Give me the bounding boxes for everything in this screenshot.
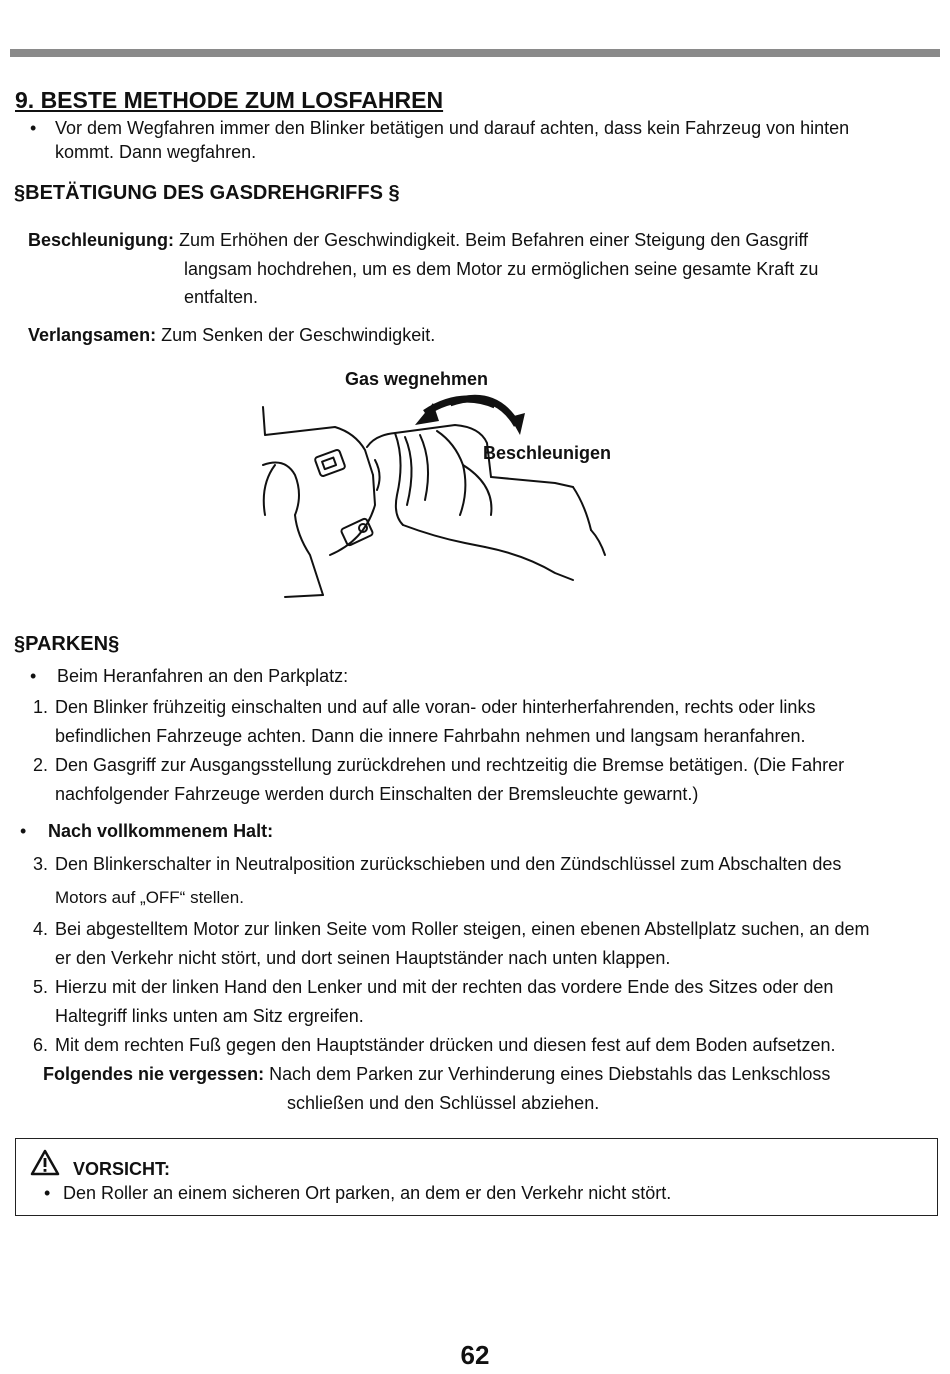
bullet-dot: • [30, 666, 37, 686]
step-2-line1: Den Gasgriff zur Ausgangsstellung zurückdrehen und rechtzeitig die Bremse betätigen. (Die Fahrer [55, 755, 845, 775]
bullet-dot: • [30, 118, 37, 138]
caution-title: VORSICHT: [73, 1159, 171, 1179]
section-9-heading: 9. BESTE METHODE ZUM LOSFAHREN [15, 87, 444, 113]
slowdown-text: Zum Senken der Geschwindigkeit. [161, 325, 436, 345]
step-1-line1: Den Blinker frühzeitig einschalten und auf alle voran- oder hinterherfahrenden, rechts oder links [55, 697, 816, 717]
remember-text-line2: schließen und den Schlüssel abziehen. [287, 1093, 600, 1113]
slowdown-label: Verlangsamen: [28, 325, 157, 345]
throttle-grip-drawing [255, 365, 635, 605]
remember-text-line1: Nach dem Parken zur Verhinderung eines Diebstahls das Lenkschloss [269, 1064, 831, 1084]
caution-text: Den Roller an einem sicheren Ort parken, an dem er den Verkehr nicht stört. [63, 1183, 672, 1203]
full-stop-label: Nach vollkommenem Halt: [48, 821, 274, 841]
step-4-line1: Bei abgestelltem Motor zur linken Seite vom Roller steigen, einen ebenen Abstellplatz suchen, an dem [55, 919, 870, 939]
acceleration-paragraph [28, 230, 808, 251]
section-9-text-line2: kommt. Dann wegfahren. [55, 142, 257, 162]
step-1-line2: befindlichen Fahrzeuge achten. Dann die innere Fahrbahn nehmen und langsam heranfahren. [55, 726, 806, 746]
acceleration-text-line2: langsam hochdrehen, um es dem Motor zu ermöglichen seine gesamte Kraft zu [184, 259, 819, 279]
remember-label: Folgendes nie vergessen: [43, 1064, 265, 1084]
step-3-number: 3. [33, 854, 49, 874]
parking-heading: §PARKEN§ [14, 633, 120, 655]
step-4-number: 4. [33, 919, 49, 939]
page-number: 62 [460, 1340, 490, 1370]
section-9-text-line1: Vor dem Wegfahren immer den Blinker betätigen und darauf achten, dass kein Fahrzeug von hinten [55, 118, 850, 138]
warning-triangle-icon [30, 1149, 60, 1176]
label-accelerate: Beschleunigen [483, 443, 612, 463]
step-2-number: 2. [33, 755, 49, 775]
parking-intro: Beim Heranfahren an den Parkplatz: [57, 666, 349, 686]
slowdown-paragraph [28, 325, 435, 346]
step-5-line1: Hierzu mit der linken Hand den Lenker und mit der rechten das vordere Ende des Sitzes oder den [55, 977, 834, 997]
remember-paragraph [43, 1064, 830, 1085]
acceleration-text-line3: entfalten. [184, 287, 259, 307]
caution-box [15, 1138, 938, 1216]
acceleration-label: Beschleunigung: [28, 230, 175, 250]
step-2-line2: nachfolgender Fahrzeuge werden durch Einschalten der Bremsleuchte gewarnt.) [55, 784, 699, 804]
top-rule [10, 49, 940, 57]
step-1-number: 1. [33, 697, 49, 717]
step-6-number: 6. [33, 1035, 49, 1055]
step-4-line2: er den Verkehr nicht stört, und dort seinen Hauptständer nach unten klappen. [55, 948, 671, 968]
throttle-grip-illustration [255, 365, 635, 605]
step-6-line1: Mit dem rechten Fuß gegen den Hauptständer drücken und diesen fest auf dem Boden aufsetzen. [55, 1035, 836, 1055]
step-5-number: 5. [33, 977, 49, 997]
label-release-throttle: Gas wegnehmen [345, 369, 489, 389]
bullet-dot: • [44, 1183, 51, 1203]
step-3-line1: Den Blinkerschalter in Neutralposition zurückschieben und den Zündschlüssel zum Abschalten des [55, 854, 842, 874]
step-3-line2: Motors auf „OFF“ stellen. [55, 888, 244, 907]
step-5-line2: Haltegriff links unten am Sitz ergreifen. [55, 1006, 364, 1026]
throttle-heading: §BETÄTIGUNG DES GASDREHGRIFFS § [14, 182, 400, 204]
acceleration-text-line1: Zum Erhöhen der Geschwindigkeit. Beim Befahren einer Steigung den Gasgriff [179, 230, 809, 250]
bullet-dot: • [20, 821, 27, 841]
